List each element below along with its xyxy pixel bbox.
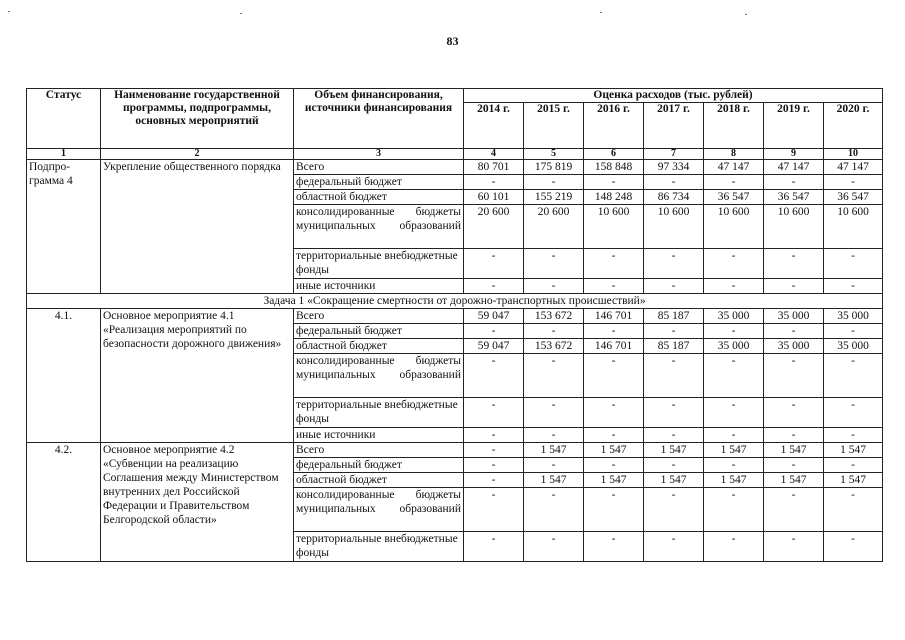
- value-cell: -: [764, 324, 824, 339]
- table-row: [27, 443, 883, 458]
- column-number-5: 5: [524, 149, 584, 160]
- value-cell: -: [824, 458, 883, 473]
- financing-source: федеральный бюджет: [294, 175, 464, 190]
- value-cell: -: [764, 249, 824, 279]
- row-name: Основное мероприятие 4.1 «Реализация мероприятий по безопасности дорожного движения»: [101, 309, 294, 443]
- financing-source: областной бюджет: [294, 190, 464, 205]
- value-cell: 1 547: [524, 443, 584, 458]
- value-cell: -: [584, 324, 644, 339]
- value-cell: 1 547: [764, 443, 824, 458]
- value-cell: 36 547: [764, 190, 824, 205]
- value-cell: -: [824, 428, 883, 443]
- value-cell: -: [764, 488, 824, 532]
- value-cell: -: [824, 354, 883, 398]
- value-cell: 47 147: [824, 160, 883, 175]
- row-status: 4.2.: [27, 443, 101, 562]
- value-cell: 35 000: [764, 339, 824, 354]
- value-cell: 35 000: [764, 309, 824, 324]
- table-row: [27, 309, 883, 324]
- column-numbers-row: [27, 149, 883, 160]
- value-cell: -: [584, 175, 644, 190]
- value-cell: -: [644, 324, 704, 339]
- value-cell: 10 600: [824, 205, 883, 249]
- value-cell: 10 600: [584, 205, 644, 249]
- table-body: [27, 160, 883, 562]
- value-cell: -: [464, 249, 524, 279]
- column-number-6: 6: [584, 149, 644, 160]
- value-cell: -: [584, 249, 644, 279]
- value-cell: -: [584, 488, 644, 532]
- value-cell: 86 734: [644, 190, 704, 205]
- header-year-4: 2017 г.: [644, 103, 704, 149]
- value-cell: -: [704, 532, 764, 562]
- value-cell: 1 547: [824, 443, 883, 458]
- value-cell: 1 547: [644, 443, 704, 458]
- value-cell: -: [584, 279, 644, 294]
- value-cell: -: [764, 279, 824, 294]
- value-cell: 175 819: [524, 160, 584, 175]
- value-cell: -: [764, 428, 824, 443]
- value-cell: -: [704, 458, 764, 473]
- value-cell: 36 547: [824, 190, 883, 205]
- value-cell: 10 600: [704, 205, 764, 249]
- value-cell: -: [524, 354, 584, 398]
- value-cell: 1 547: [584, 443, 644, 458]
- header-year-6: 2019 г.: [764, 103, 824, 149]
- financing-source: консолидированные бюджеты муниципальных образований: [294, 354, 464, 398]
- value-cell: 153 672: [524, 309, 584, 324]
- value-cell: 36 547: [704, 190, 764, 205]
- value-cell: 1 547: [704, 473, 764, 488]
- value-cell: 1 547: [824, 473, 883, 488]
- value-cell: 35 000: [824, 309, 883, 324]
- value-cell: -: [644, 279, 704, 294]
- value-cell: -: [524, 458, 584, 473]
- financing-source: областной бюджет: [294, 473, 464, 488]
- value-cell: -: [704, 488, 764, 532]
- financing-source: территориальные внебюджетные фонды: [294, 532, 464, 562]
- value-cell: 146 701: [584, 339, 644, 354]
- row-status: 4.1.: [27, 309, 101, 443]
- value-cell: -: [644, 428, 704, 443]
- value-cell: -: [584, 532, 644, 562]
- column-number-2: 2: [101, 149, 294, 160]
- value-cell: 97 334: [644, 160, 704, 175]
- value-cell: -: [464, 428, 524, 443]
- table-header: [27, 89, 883, 160]
- task-row: [27, 294, 883, 309]
- financing-source: федеральный бюджет: [294, 458, 464, 473]
- value-cell: -: [464, 324, 524, 339]
- value-cell: -: [824, 279, 883, 294]
- value-cell: 35 000: [824, 339, 883, 354]
- value-cell: 80 701: [464, 160, 524, 175]
- value-cell: 158 848: [584, 160, 644, 175]
- financing-table: [26, 88, 883, 562]
- value-cell: -: [524, 324, 584, 339]
- value-cell: 1 547: [764, 473, 824, 488]
- value-cell: -: [584, 398, 644, 428]
- header-year-7: 2020 г.: [824, 103, 883, 149]
- column-number-7: 7: [644, 149, 704, 160]
- value-cell: -: [824, 488, 883, 532]
- header-status: Статус: [27, 89, 101, 149]
- header-year-1: 2014 г.: [464, 103, 524, 149]
- column-number-1: 1: [27, 149, 101, 160]
- value-cell: 153 672: [524, 339, 584, 354]
- value-cell: -: [464, 473, 524, 488]
- value-cell: -: [464, 443, 524, 458]
- column-number-8: 8: [704, 149, 764, 160]
- value-cell: -: [464, 488, 524, 532]
- value-cell: -: [584, 354, 644, 398]
- page-number: 83: [446, 34, 459, 48]
- value-cell: -: [464, 279, 524, 294]
- value-cell: -: [584, 428, 644, 443]
- value-cell: -: [584, 458, 644, 473]
- value-cell: -: [644, 249, 704, 279]
- value-cell: -: [644, 458, 704, 473]
- value-cell: 20 600: [464, 205, 524, 249]
- value-cell: 85 187: [644, 309, 704, 324]
- value-cell: -: [524, 175, 584, 190]
- value-cell: -: [464, 354, 524, 398]
- financing-source: территориальные внебюджетные фонды: [294, 249, 464, 279]
- value-cell: -: [524, 398, 584, 428]
- financing-source: территориальные внебюджетные фонды: [294, 398, 464, 428]
- value-cell: -: [824, 175, 883, 190]
- value-cell: -: [644, 175, 704, 190]
- value-cell: 85 187: [644, 339, 704, 354]
- value-cell: 146 701: [584, 309, 644, 324]
- financing-source: иные источники: [294, 279, 464, 294]
- header-estimate: Оценка расходов (тыс. рублей): [464, 89, 883, 103]
- value-cell: 1 547: [644, 473, 704, 488]
- value-cell: -: [704, 324, 764, 339]
- value-cell: -: [644, 354, 704, 398]
- value-cell: -: [764, 458, 824, 473]
- value-cell: 59 047: [464, 309, 524, 324]
- value-cell: -: [824, 249, 883, 279]
- value-cell: -: [764, 398, 824, 428]
- financing-source: федеральный бюджет: [294, 324, 464, 339]
- financing-source: консолидированные бюджеты муниципальных образований: [294, 205, 464, 249]
- value-cell: -: [524, 279, 584, 294]
- value-cell: -: [704, 175, 764, 190]
- value-cell: 47 147: [704, 160, 764, 175]
- value-cell: 1 547: [584, 473, 644, 488]
- value-cell: -: [704, 354, 764, 398]
- value-cell: 10 600: [644, 205, 704, 249]
- value-cell: 47 147: [764, 160, 824, 175]
- value-cell: -: [704, 398, 764, 428]
- value-cell: 59 047: [464, 339, 524, 354]
- value-cell: -: [704, 249, 764, 279]
- value-cell: 60 101: [464, 190, 524, 205]
- value-cell: -: [524, 488, 584, 532]
- value-cell: -: [524, 532, 584, 562]
- header-volume: Объем финансирования, источники финансирования: [294, 89, 464, 149]
- financing-source: Всего: [294, 160, 464, 175]
- value-cell: -: [464, 175, 524, 190]
- value-cell: 20 600: [524, 205, 584, 249]
- column-number-10: 10: [824, 149, 883, 160]
- value-cell: -: [644, 398, 704, 428]
- row-name: Укрепление общественного порядка: [101, 160, 294, 294]
- row-name: Основное мероприятие 4.2 «Субвенции на реализацию Соглашения между Министерством внутренних дел Российской Федерации и Правительством Белгородской области»: [101, 443, 294, 562]
- value-cell: -: [464, 458, 524, 473]
- column-number-4: 4: [464, 149, 524, 160]
- value-cell: -: [704, 428, 764, 443]
- header-year-2: 2015 г.: [524, 103, 584, 149]
- value-cell: -: [644, 532, 704, 562]
- value-cell: -: [824, 324, 883, 339]
- financing-source: иные источники: [294, 428, 464, 443]
- value-cell: -: [644, 488, 704, 532]
- row-status: Подпро-грамма 4: [27, 160, 101, 294]
- column-number-3: 3: [294, 149, 464, 160]
- column-number-9: 9: [764, 149, 824, 160]
- value-cell: -: [824, 398, 883, 428]
- value-cell: -: [464, 532, 524, 562]
- value-cell: 148 248: [584, 190, 644, 205]
- financing-source: Всего: [294, 443, 464, 458]
- value-cell: -: [704, 279, 764, 294]
- header-name: Наименование государственной программы, подпрограммы, основных мероприятий: [101, 89, 294, 149]
- financing-source: консолидированные бюджеты муниципальных образований: [294, 488, 464, 532]
- value-cell: 1 547: [524, 473, 584, 488]
- value-cell: -: [524, 428, 584, 443]
- financing-source: Всего: [294, 309, 464, 324]
- value-cell: -: [824, 532, 883, 562]
- value-cell: 1 547: [704, 443, 764, 458]
- header-year-3: 2016 г.: [584, 103, 644, 149]
- financing-source: областной бюджет: [294, 339, 464, 354]
- value-cell: -: [764, 354, 824, 398]
- value-cell: 35 000: [704, 339, 764, 354]
- task-title: Задача 1 «Сокращение смертности от дорожно-транспортных происшествий»: [27, 294, 883, 309]
- value-cell: 35 000: [704, 309, 764, 324]
- table-row: [27, 160, 883, 175]
- value-cell: -: [764, 532, 824, 562]
- value-cell: 155 219: [524, 190, 584, 205]
- header-year-5: 2018 г.: [704, 103, 764, 149]
- value-cell: -: [464, 398, 524, 428]
- value-cell: -: [524, 249, 584, 279]
- value-cell: 10 600: [764, 205, 824, 249]
- value-cell: -: [764, 175, 824, 190]
